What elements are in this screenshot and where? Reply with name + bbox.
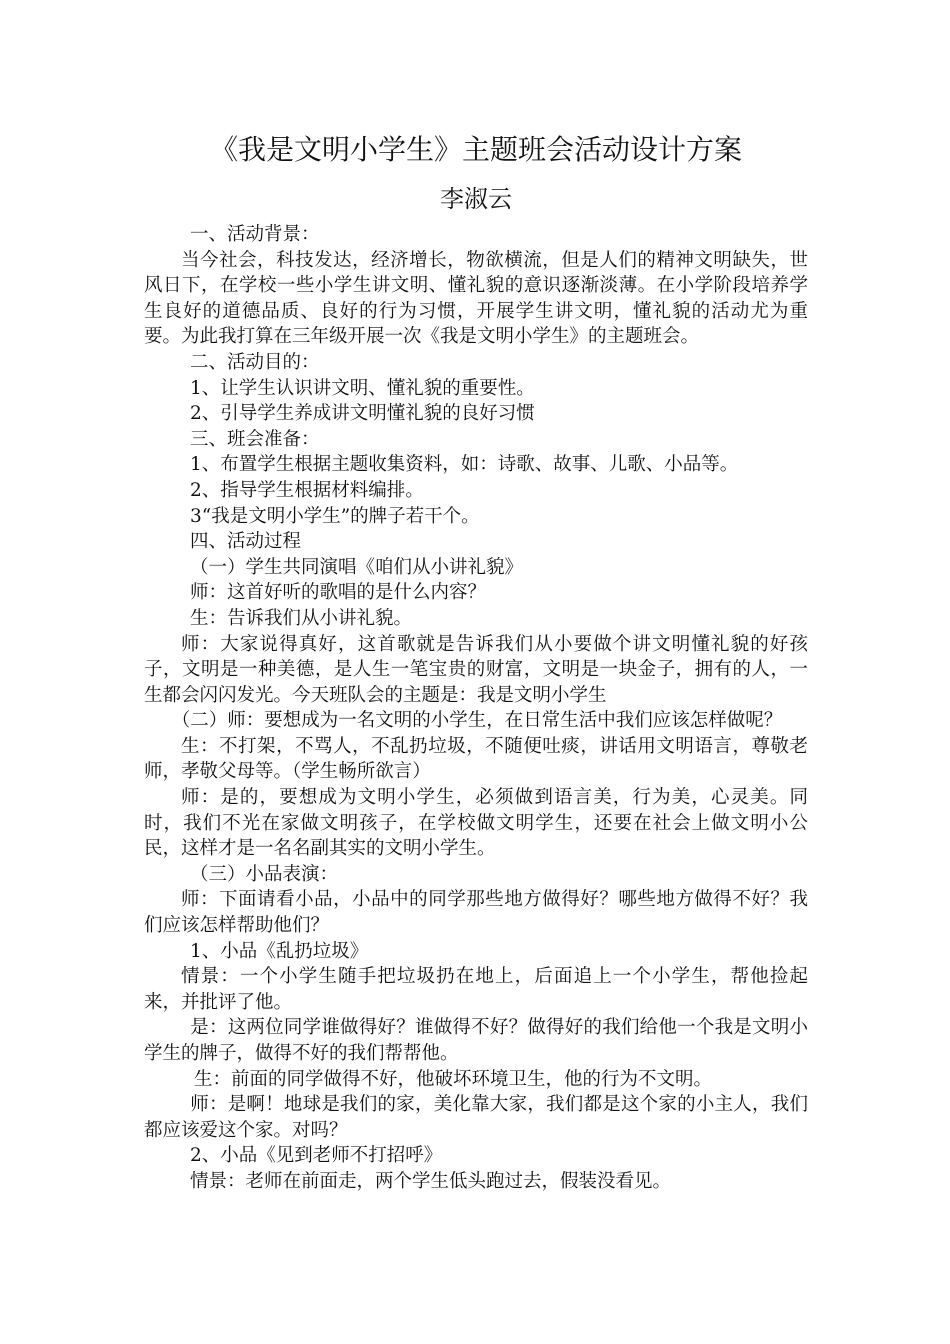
section-heading-process: 四、活动过程 <box>190 531 302 553</box>
section-heading-preparation: 三、班会准备： <box>190 428 320 450</box>
process-step-1: （一）学生共同演唱《咱们从小讲礼貌》 <box>190 556 524 578</box>
process-step-2: （二）师：要想成为一名文明的小学生，在日常生活中我们应该怎样做呢？ <box>171 710 783 732</box>
document-title: 《我是文明小学生》主题班会活动设计方案 <box>209 133 742 166</box>
author-name: 李淑云 <box>440 185 512 213</box>
dialogue-paragraph: 师：是啊！地球是我们的家，美化靠大家，我们都是这个家的小主人，我们都应该爱这个家。对吗？ <box>144 1094 808 1141</box>
dialogue-paragraph: 师：大家说得真好，这首歌就是告诉我们从小要做个讲文明懂礼貌的好孩子，文明是一种美德，是人生一笔宝贵的财富，文明是一块金子，拥有的人，一生都会闪闪发光。今天班队会的主题是：我是文明小学生 <box>144 633 808 706</box>
dialogue-line: 生：前面的同学做得不好，他破坏环境卫生，他的行为不文明。 <box>194 1068 713 1090</box>
preparation-item-3: 3“我是文明小学生”的牌子若干个。 <box>190 505 480 527</box>
section-heading-goals: 二、活动目的： <box>190 351 320 373</box>
preparation-item-1: 1、布置学生根据主题收集资料，如：诗歌、故事、儿歌、小品等。 <box>190 454 739 476</box>
dialogue-line: 生：告诉我们从小讲礼貌。 <box>190 607 413 629</box>
document-page <box>144 130 808 1195</box>
dialogue-paragraph: 师：是的，要想成为文明小学生，必须做到语言美，行为美，心灵美。同时，我们不光在家做文明孩子，在学校做文明学生，还要在社会上做文明小公民，这样才是一名名副其实的文明小学生。 <box>144 787 808 860</box>
dialogue-line: 师：这首好听的歌唱的是什么内容？ <box>190 582 487 604</box>
skit-title-1: 1、小品《乱扔垃圾》 <box>190 940 369 962</box>
preparation-item-2: 2、指导学生根据材料编排。 <box>190 479 424 501</box>
skit-title-2: 2、小品《见到老师不打招呼》 <box>190 1145 443 1167</box>
goal-item-1: 1、让学生认识讲文明、懂礼貌的重要性。 <box>190 377 535 399</box>
skit-scene-paragraph: 情景：一个小学生随手把垃圾扔在地上，后面追上一个小学生，帮他捡起来，并批评了他。 <box>144 966 808 1013</box>
goal-item-2: 2、引导学生养成讲文明懂礼貌的良好习惯 <box>190 403 535 425</box>
section-heading-background: 一、活动背景： <box>190 224 320 245</box>
dialogue-paragraph: 生：不打架，不骂人，不乱扔垃圾，不随便吐痰，讲话用文明语言，尊敬老师，孝敬父母等。（学生畅所欲言） <box>144 735 808 783</box>
skit-scene-line: 情景：老师在前面走，两个学生低头跑过去，假装没看见。 <box>190 1170 672 1192</box>
dialogue-paragraph: 师：下面请看小品，小品中的同学那些地方做得好？哪些地方做得不好？我们应该怎样帮助他们？ <box>144 889 808 937</box>
paragraph-background: 当今社会，科技发达，经济增长，物欲横流，但是人们的精神文明缺失，世风日下，在学校一些小学生讲文明、懂礼貌的意识逐渐淡薄。在小学阶段培养学生良好的道德品质、良好的行为习惯，开展学生讲文明，懂礼貌的活动尤为重要。为此我打算在三年级开展一次《我是文明小学生》的主题班会。 <box>144 249 808 348</box>
dialogue-paragraph: 是：这两位同学谁做得好？谁做得不好？做得好的我们给他一个我是文明小学生的牌子，做得不好的我们帮帮他。 <box>144 1017 808 1064</box>
process-step-3: （三）小品表演： <box>190 863 339 885</box>
